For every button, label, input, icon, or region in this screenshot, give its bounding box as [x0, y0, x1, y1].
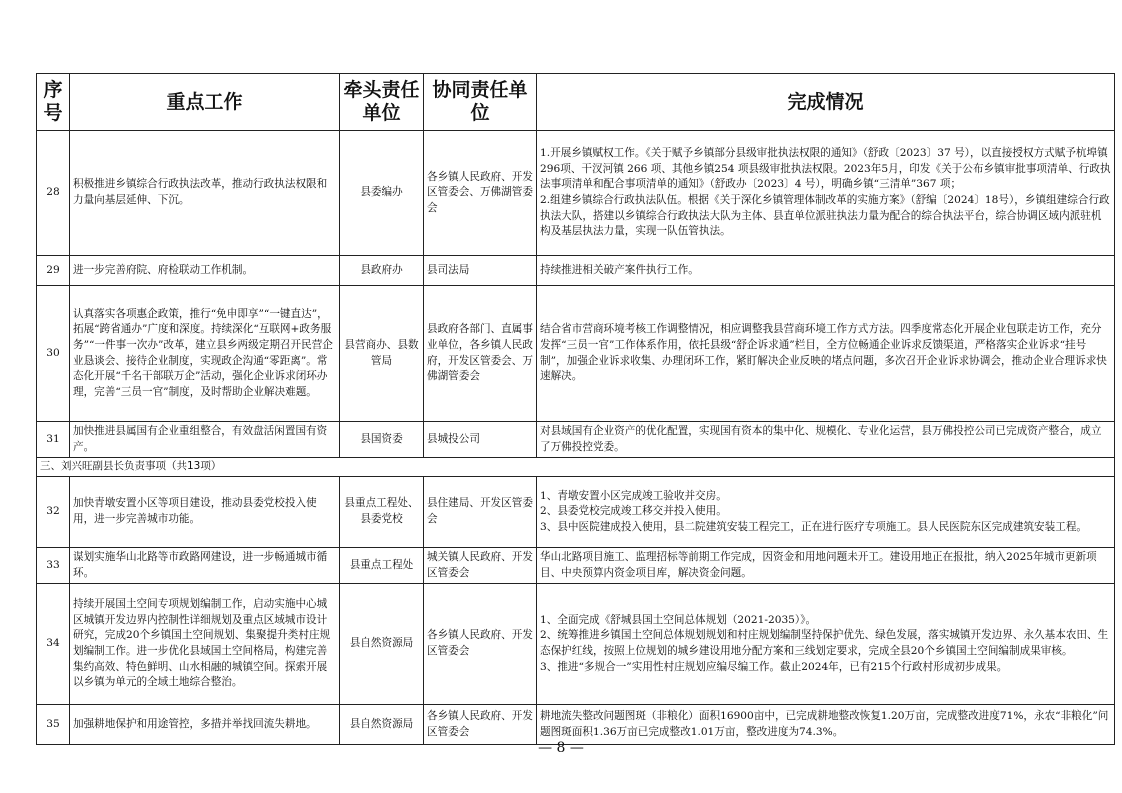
section-title: 三、刘兴旺副县长负责事项（共13项） [37, 458, 1115, 477]
row-status [537, 705, 1115, 745]
row-status [537, 584, 1115, 705]
row-coop-unit: 各乡镇人民政府、开发区管委会 [424, 705, 537, 745]
row-coop-unit: 县住建局、开发区管委会 [424, 477, 537, 548]
row-coop-unit: 县司法局 [424, 256, 537, 286]
page-number: — 8 — [538, 740, 584, 756]
row-number: 31 [37, 422, 70, 458]
table-row [37, 548, 1115, 584]
header-work: 重点工作 [70, 74, 340, 131]
row-lead-unit: 县营商办、县数管局 [340, 286, 424, 422]
table-row [37, 477, 1115, 548]
row-status [537, 422, 1115, 458]
status-line: 2、县委党校完成竣工移交并投入使用。 [540, 505, 727, 518]
row-lead-unit: 县自然资源局 [340, 584, 424, 705]
row-coop-unit: 县政府各部门、直属事业单位，各乡镇人民政府，开发区管委会、万佛湖管委会 [424, 286, 537, 422]
status-line: 3、县中医院建成投入使用，县二院建筑安装工程完工，正在进行医疗专项施工。县人民医院东区完成建筑安装工程。 [540, 520, 1088, 533]
status-line: 3、推进“多规合一”实用性村庄规划应编尽编工作。截止2024年，已有215个行政村形成初步成果。 [540, 660, 1008, 673]
status-line: 1、全面完成《舒城县国土空间总体规划（2021-2035）》。 [540, 613, 817, 626]
table-row [37, 256, 1115, 286]
row-coop-unit: 各乡镇人民政府、开发区管委会 [424, 584, 537, 705]
row-number: 34 [37, 584, 70, 705]
row-status [537, 477, 1115, 548]
row-lead-unit: 县重点工程处 [340, 548, 424, 584]
row-number: 30 [37, 286, 70, 422]
row-lead-unit: 县自然资源局 [340, 705, 424, 745]
row-work: 加快推进县属国有企业重组整合，有效盘活闲置国有资产。 [70, 422, 340, 458]
status-line: 2.组建乡镇综合行政执法队伍。根据《关于深化乡镇管理体制改革的实施方案》（舒编〔2024〕18号），乡镇组建综合行政执法大队，搭建以乡镇综合行政执法大队为主体、县直单位派驻执法力量为配合的综合执法平台，综合协调区域内派驻机构及基层执法力量，实现一队伍管执法。 [540, 194, 1110, 238]
row-number: 33 [37, 548, 70, 584]
row-status [537, 256, 1115, 286]
row-lead-unit: 县国资委 [340, 422, 424, 458]
status-line: 结合省市营商环境考核工作调整情况，相应调整我县营商环境工作方式方法。四季度常态化开展企业包联走访工作，充分发挥“三员一官”工作体系作用，依托县级“舒企诉求通”栏目，全方位畅通企业诉求反馈渠道，严格落实企业诉求“挂号制”，加强企业诉求收集、办理闭环工作，紧盯解决企业反映的堵点问题，多次召开企业诉求协调会，推动企业合理诉求快速解决。 [540, 323, 1107, 383]
row-status [537, 131, 1115, 256]
row-work: 认真落实各项惠企政策，推行“免申即享”“一键直达”，拓展“跨省通办”广度和深度。持续深化“互联网+政务服务”“一件事一次办”改革，建立县乡两级定期召开民营企业恳谈会、接待企业制度，实现政企沟通“零距离”。常态化开展“千名干部联万企”活动，强化企业诉求闭环办理，完善“三员一官”制度，及时帮助企业解决难题。 [70, 286, 340, 422]
row-work: 持续开展国土空间专项规划编制工作，启动实施中心城区城镇开发边界内控制性详细规划及重点区域城市设计研究，完成20个乡镇国土空间规划、集聚提升类村庄规划编制工作。进一步优化县域国土空间格局，构建完善集约高效、特色鲜明、山水相融的城镇空间。探索开展以乡镇为单元的全域土地综合整治。 [70, 584, 340, 705]
header-row [37, 74, 1115, 131]
header-status: 完成情况 [537, 74, 1115, 131]
header-no: 序号 [37, 74, 70, 131]
status-line: 2、统筹推进乡镇国土空间总体规划规划和村庄规划编制坚持保护优先、绿色发展，落实城镇开发边界、永久基本农田、生态保护红线，按照上位规划的城乡建设用地分配方案和三线划定要求，完成全县20个乡镇国土空间编制成果审核。 [540, 629, 1109, 657]
table-row [37, 584, 1115, 705]
status-line: 华山北路项目施工、监理招标等前期工作完成，因资金和用地问题未开工。建设用地正在报批，纳入2025年城市更新项目、中央预算内资金项目库，解决资金问题。 [540, 550, 1097, 579]
row-coop-unit: 县城投公司 [424, 422, 537, 458]
status-line: 1.开展乡镇赋权工作。《关于赋予乡镇部分县级审批执法权限的通知》（舒政〔2023〕37 号），以直接授权方式赋予杭埠镇 296项、干汊河镇 266 项、其他乡镇254 项县级审批执法权限。2023年5月，印发《关于公布乡镇审批事项清单、行政执法事项清单和配合事项清单的通知》（舒政办〔2023〕4 号），明确乡镇“三清单”367 项； [540, 147, 1111, 191]
status-line: 耕地流失整改问题图斑（非粮化）面积16900亩中，已完成耕地整改恢复1.20万亩，完成整改进度71%，永农“非粮化”问题图斑面积1.36万亩已完成整改1.01万亩，整改进度为74.3%。 [540, 709, 1109, 738]
row-lead-unit: 县重点工程处、县委党校 [340, 477, 424, 548]
row-number: 29 [37, 256, 70, 286]
row-coop-unit: 各乡镇人民政府、开发区管委会、万佛湖管委会 [424, 131, 537, 256]
row-status [537, 286, 1115, 422]
table-row [37, 422, 1115, 458]
work-progress-table [36, 73, 1115, 745]
row-number: 28 [37, 131, 70, 256]
status-line: 1、青墩安置小区完成竣工验收并交房。 [540, 489, 727, 502]
header-lead-unit: 牵头责任单位 [340, 74, 424, 131]
status-line: 持续推进相关破产案件执行工作。 [540, 263, 699, 276]
row-lead-unit: 县政府办 [340, 256, 424, 286]
table-row [37, 131, 1115, 256]
row-coop-unit: 城关镇人民政府、开发区管委会 [424, 548, 537, 584]
row-work: 谋划实施华山北路等市政路网建设，进一步畅通城市循环。 [70, 548, 340, 584]
row-work: 加快青墩安置小区等项目建设，推动县委党校投入使用，进一步完善城市功能。 [70, 477, 340, 548]
row-work: 加强耕地保护和用途管控，多措并举找回流失耕地。 [70, 705, 340, 745]
header-coop-unit: 协同责任单位 [424, 74, 537, 131]
row-number: 35 [37, 705, 70, 745]
row-lead-unit: 县委编办 [340, 131, 424, 256]
table-row [37, 286, 1115, 422]
section-row [37, 458, 1115, 477]
row-work: 积极推进乡镇综合行政执法改革，推动行政执法权限和力量向基层延伸、下沉。 [70, 131, 340, 256]
row-status [537, 548, 1115, 584]
row-work: 进一步完善府院、府检联动工作机制。 [70, 256, 340, 286]
table-row [37, 705, 1115, 745]
status-line: 对县域国有企业资产的优化配置，实现国有资本的集中化、规模化、专业化运营，县万佛投控公司已完成资产整合，成立了万佛投控党委。 [540, 424, 1102, 453]
row-number: 32 [37, 477, 70, 548]
